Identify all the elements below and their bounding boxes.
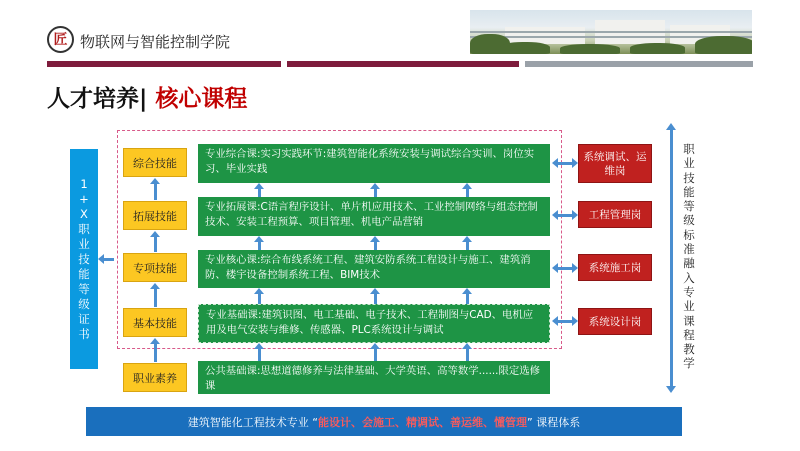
arrow-up-icon: [374, 294, 377, 304]
side-char: 职: [683, 142, 695, 156]
cert-char: X: [80, 206, 88, 221]
side-char: 业: [683, 299, 695, 314]
double-arrow-icon: [558, 320, 572, 323]
cert-char: +: [79, 191, 89, 206]
cert-char: 职: [78, 221, 90, 236]
side-label: [681, 142, 697, 371]
arrow-up-icon: [374, 349, 377, 361]
double-arrow-icon: [670, 130, 673, 386]
cert-char: 能: [78, 266, 90, 281]
skill-extension: 拓展技能: [123, 201, 187, 230]
arrow-up-icon: [466, 349, 469, 361]
arrow-up-icon: [154, 184, 157, 200]
side-char: 业: [683, 156, 695, 171]
cert-char: 级: [78, 296, 90, 311]
arrow-up-icon: [258, 189, 261, 197]
cert-char: 书: [78, 326, 90, 341]
side-char: 课: [683, 313, 695, 328]
course-foundation: 专业基础课:建筑识图、电工基础、电子技术、工程制图与CAD、电机应用及电气安装与维修、传感器、PLC系统设计与调试: [198, 304, 550, 343]
double-arrow-icon: [558, 267, 572, 270]
college-name: 物联网与智能控制学院: [80, 33, 231, 51]
footer-highlight: 会施工、: [362, 415, 406, 429]
campus-photo: [470, 10, 752, 54]
cert-char: 等: [78, 281, 90, 296]
arrow-up-icon: [258, 349, 261, 361]
certificate-box: [70, 149, 98, 369]
side-char: 技: [683, 170, 695, 185]
arrow-up-icon: [466, 242, 469, 250]
course-comprehensive: 专业综合课:实习实践环节:建筑智能化系统安装与调试综合实训、岗位实习、毕业实践: [198, 144, 550, 183]
header-bar-3: [525, 61, 753, 67]
arrow-up-icon: [258, 294, 261, 304]
title-separator: |: [139, 86, 148, 112]
job-design: 系统设计岗: [578, 308, 652, 335]
side-char: 入: [683, 270, 695, 285]
skill-professional-quality: 职业素养: [123, 363, 187, 392]
college-logo: [47, 26, 74, 53]
double-arrow-icon: [558, 214, 572, 217]
side-char: 标: [683, 227, 695, 242]
skill-comprehensive: 综合技能: [123, 148, 187, 177]
cert-char: 1: [80, 176, 88, 191]
arrow-up-icon: [374, 242, 377, 250]
double-arrow-icon: [558, 162, 572, 165]
course-core: 专业核心课:综合布线系统工程、建筑安防系统工程设计与施工、建筑消防、楼宇设备控制系统工程、BIM技术: [198, 250, 550, 288]
arrow-up-icon: [466, 294, 469, 304]
cert-char: 技: [78, 251, 90, 266]
title-accent: 核心课程: [155, 86, 248, 112]
logo-glyph: 匠: [53, 31, 68, 48]
side-char: 教: [683, 342, 695, 357]
cert-char: 业: [78, 236, 90, 251]
side-char: 专: [683, 284, 695, 299]
arrow-up-icon: [466, 189, 469, 197]
arrow-up-icon: [154, 289, 157, 307]
side-char: 融: [683, 256, 695, 271]
cert-arrow-icon: [104, 258, 114, 261]
page-title: [47, 80, 247, 113]
side-char: 准: [683, 242, 695, 257]
footer-highlight: 善运维、: [450, 415, 494, 429]
curriculum-footer: [86, 407, 682, 436]
footer-highlight: 能设计、: [318, 415, 362, 429]
title-main: 人才培养: [47, 86, 139, 112]
side-char: 学: [683, 356, 695, 371]
arrow-up-icon: [154, 344, 157, 362]
footer-suffix: ” 课程体系: [527, 415, 581, 429]
footer-highlight: 精调试、: [406, 415, 450, 429]
side-char: 能: [683, 184, 695, 199]
arrow-up-icon: [258, 242, 261, 250]
side-char: 程: [683, 327, 695, 342]
course-public-foundation: 公共基础课:思想道德修养与法律基础、大学英语、高等数学......限定选修课: [198, 361, 550, 394]
side-char: 级: [683, 213, 695, 228]
header-bar-1: [47, 61, 281, 67]
job-ops: 系统调试、运维岗: [578, 144, 652, 183]
arrow-up-icon: [374, 189, 377, 197]
cert-char: 证: [78, 311, 90, 326]
course-extension: 专业拓展课:C语言程序设计、单片机应用技术、工业控制网络与组态控制技术、安装工程预算、项目管理、机电产品营销: [198, 197, 550, 236]
header-bar-2: [287, 61, 519, 67]
skill-specialized: 专项技能: [123, 253, 187, 282]
skill-basic: 基本技能: [123, 308, 187, 337]
job-construction: 系统施工岗: [578, 254, 652, 281]
job-project-management: 工程管理岗: [578, 201, 652, 228]
side-char: 等: [683, 199, 695, 214]
footer-highlight: 懂管理: [494, 415, 527, 429]
arrow-up-icon: [154, 237, 157, 252]
footer-prefix: 建筑智能化工程技术专业 “: [187, 415, 318, 429]
